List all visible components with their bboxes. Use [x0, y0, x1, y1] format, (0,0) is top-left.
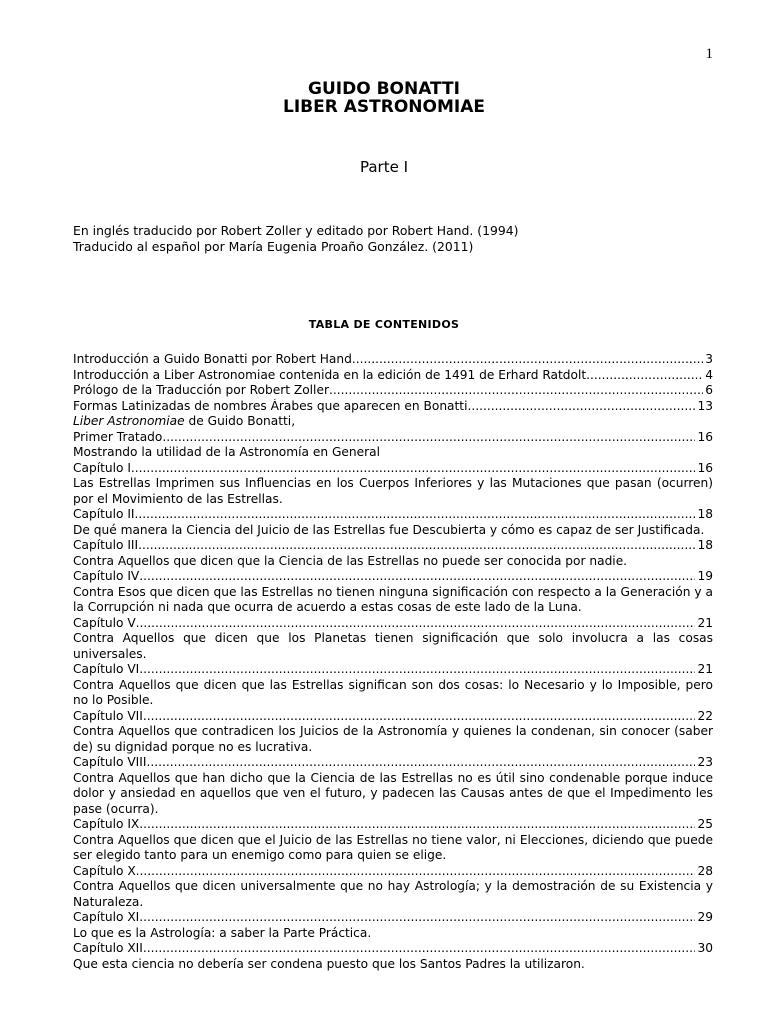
toc-entry: Primer Tratado ..... 16 — [73, 430, 713, 446]
toc-entry: Introducción a Guido Bonatti por Robert Hand ..... 3 — [73, 352, 713, 368]
toc-entry: Capítulo XII ..... 30 — [73, 941, 713, 957]
toc-entry: Capítulo V ..... 21 — [73, 616, 713, 632]
toc-entry: Capítulo XI ..... 29 — [73, 910, 713, 926]
toc-description: Mostrando la utilidad de la Astronomía en General — [73, 445, 380, 459]
toc-entry: Capítulo II ..... 18 — [73, 507, 713, 523]
toc-entry: Capítulo VI ..... 21 — [73, 662, 713, 678]
toc-entry: Capítulo I ..... 16 — [73, 461, 713, 477]
page-number: 1 — [705, 46, 713, 62]
toc-description: De qué manera la Ciencia del Juicio de las Estrellas fue Descubierta y cómo es capaz de ser Justificada. — [73, 522, 705, 537]
toc-description: Contra Aquellos que dicen que la Ciencia de las Estrellas no puede ser conocida por nadie. — [73, 553, 628, 568]
toc-description: Contra Esos que dicen que las Estrellas no tienen ninguna significación con respecto a la Generación y a la Corrupción ni nada que ocurra de acuerdo a estas cosas de este lado de la Luna. — [73, 584, 713, 614]
toc-description: Contra Aquellos que contradicen los Juicios de la Astronomía y quienes la condenan, sin conocer (saber de) su dignidad porque no es lucrativa. — [73, 724, 713, 754]
book-title: LIBER ASTRONOMIAE — [283, 97, 485, 117]
part-heading: Parte I — [359, 158, 409, 176]
toc-heading: TABLA DE CONTENIDOS — [308, 318, 460, 331]
toc-entry: Formas Latinizadas de nombres Árabes que aparecen en Bonatti ..... 13 — [73, 399, 713, 415]
toc-description: Contra Aquellos que dicen que el Juicio de las Estrellas no tiene valor, ni Elecciones, diciendo que puede ser elegido tanto para un enemigo como para quien se elige. — [73, 832, 713, 862]
toc-section-title: Liber Astronomiae de Guido Bonatti, — [73, 414, 296, 428]
author-title: GUIDO BONATTI — [308, 79, 460, 99]
toc-entry: Introducción a Liber Astronomiae contenida en la edición de 1491 de Erhard Ratdolt ..... 4 — [73, 368, 713, 384]
toc-entry: Prólogo de la Traducción por Robert Zoller ..... 6 — [73, 383, 713, 399]
toc-entry: Capítulo IX ..... 25 — [73, 817, 713, 833]
toc-entry: Capítulo IV ..... 19 — [73, 569, 713, 585]
toc-description: Contra Aquellos que dicen universalmente que no hay Astrología; y la demostración de su Existencia y Naturaleza. — [73, 879, 713, 909]
toc-description: Que esta ciencia no debería ser condena puesto que los Santos Padres la utilizaron. — [73, 956, 585, 971]
toc-description: Las Estrellas Imprimen sus Influencias en los Cuerpos Inferiores y las Mutaciones que pasan (ocurren) por el Movimiento de las Estrellas. — [73, 476, 713, 506]
toc-entry: Capítulo III ..... 18 — [73, 538, 713, 554]
toc-description: Contra Aquellos que dicen que los Planetas tienen significación que solo involucra a las cosas universales. — [73, 631, 713, 661]
table-of-contents — [73, 352, 713, 972]
toc-description: Lo que es la Astrología: a saber la Parte Práctica. — [73, 925, 372, 940]
toc-description: Contra Aquellos que dicen que las Estrellas significan son dos cosas: lo Necesario y lo Imposible, pero no lo Posible. — [73, 677, 713, 707]
toc-entry: Capítulo VII ..... 22 — [73, 709, 713, 725]
toc-entry: Capítulo X ..... 28 — [73, 864, 713, 880]
credit-line-english: En inglés traducido por Robert Zoller y editado por Robert Hand. (1994) — [73, 223, 519, 238]
toc-entry: Capítulo VIII ..... 23 — [73, 755, 713, 771]
toc-description: Contra Aquellos que han dicho que la Ciencia de las Estrellas no es útil sino condenable porque induce dolor y ansiedad en aquellos que ven el futuro, y padecen las Causas antes de que el Impedimento les pase (ocurra). — [73, 770, 713, 816]
credit-line-spanish: Traducido al español por María Eugenia Proaño González. (2011) — [73, 239, 474, 254]
translation-credits — [73, 223, 518, 255]
